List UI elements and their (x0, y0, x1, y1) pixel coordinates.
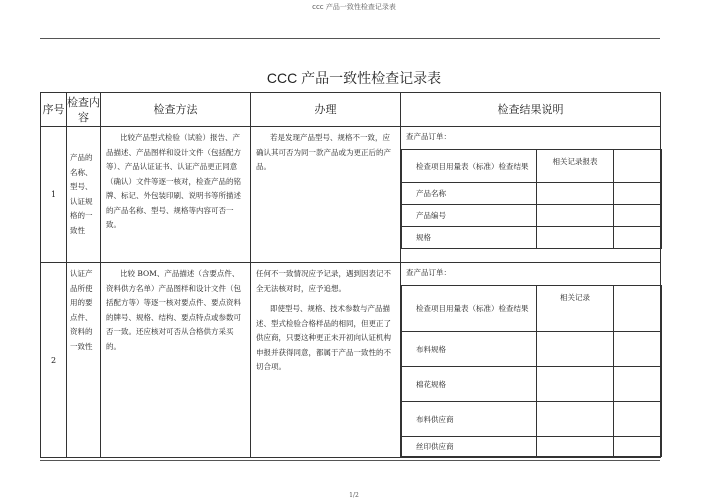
result-cell (614, 332, 662, 367)
result-cell (614, 150, 662, 183)
row-content: 产品的名称、型号、认证规格的一致性 (70, 153, 93, 235)
result-cell (614, 437, 662, 457)
result-cell (614, 286, 662, 332)
result-header-rel: 相关记录报表 (537, 150, 614, 183)
result-cell (537, 367, 614, 402)
row-method: 比较 BOM、产品描述（含要点件、资料供方名单）产品图样和设计文件（包括配方等）等逐一核对要点件、要点资料的牌号、规格、结构、要点特点或参数可否一致。还应核对可否从合格供方采买的。 (106, 269, 241, 351)
result-cell (614, 402, 662, 437)
result-cell (614, 367, 662, 402)
result-block (401, 127, 660, 249)
result-cell (537, 183, 614, 205)
row-method: 比较产品型式检验（试验）报告、产品描述、产品图样和设计文件（包括配方等）、产品认证证书、认证产品更正同意（确认）文件等逐一核对，检查产品的铭牌、标记、外包装印刷、说明书等所描述的产品名称、型号、规格等内容可否一致。 (106, 133, 241, 229)
header-seq: 序号 (41, 93, 67, 127)
table-header-row (41, 93, 661, 127)
row-handling-p2: 即使型号、规格、技术参数与产品描述、型式检验合格样品的相同，但更正了供应商，只要这种更正未开初向认证机构申报并获得同意，都属于产品一致性的不切合项。 (256, 304, 391, 371)
result-cell (614, 227, 662, 249)
table-row (41, 127, 661, 263)
result-item: 产品名称 (402, 183, 537, 205)
document-title: CCC 产品一致性检查记录表 (266, 70, 442, 86)
result-header-rel: 相关记录 (537, 286, 614, 332)
row-seq: 2 (41, 263, 67, 458)
header-rule (40, 38, 660, 39)
result-cell (537, 332, 614, 367)
inspection-table (40, 92, 661, 458)
row-seq: 1 (41, 127, 67, 263)
result-cell (537, 437, 614, 457)
result-subtable (401, 285, 662, 457)
result-cell (537, 205, 614, 227)
result-header-item: 检查项目用量表（标准）检查结果 (402, 286, 537, 332)
row-handling: 若是发现产品型号、规格不一致，应确认其可否为同一款产品或为更正后的产品。 (256, 133, 391, 171)
result-item: 规格 (402, 227, 537, 249)
result-label: 查产品订单： (406, 132, 451, 141)
row-handling-p1: 任何不一致情况应予记录，遇到因表记不全无法核对时，应予追想。 (256, 269, 391, 293)
page-number: 1/2 (349, 492, 359, 499)
header-method: 检查方法 (101, 93, 251, 127)
page-header: ccc 产品一致性检查记录表 (312, 3, 396, 11)
header-handling: 办理 (251, 93, 401, 127)
result-cell (537, 227, 614, 249)
result-item: 丝印供应商 (402, 437, 537, 457)
result-cell (614, 205, 662, 227)
row-content: 认证产品所使用的要点件、资料的一致性 (70, 269, 93, 351)
result-block (401, 263, 660, 457)
result-item: 产品编号 (402, 205, 537, 227)
result-cell (537, 402, 614, 437)
result-item: 布料供应商 (402, 402, 537, 437)
result-header-item: 检查项目用量表（标准）检查结果 (402, 150, 537, 183)
result-subtable (401, 149, 662, 249)
header-content: 检查内容 (67, 93, 101, 127)
result-item: 布料规格 (402, 332, 537, 367)
result-cell (614, 183, 662, 205)
footer-rule (40, 460, 660, 461)
result-item: 棉花规格 (402, 367, 537, 402)
result-label: 查产品订单： (406, 268, 451, 277)
header-result: 检查结果说明 (401, 93, 661, 127)
table-row (41, 263, 661, 458)
